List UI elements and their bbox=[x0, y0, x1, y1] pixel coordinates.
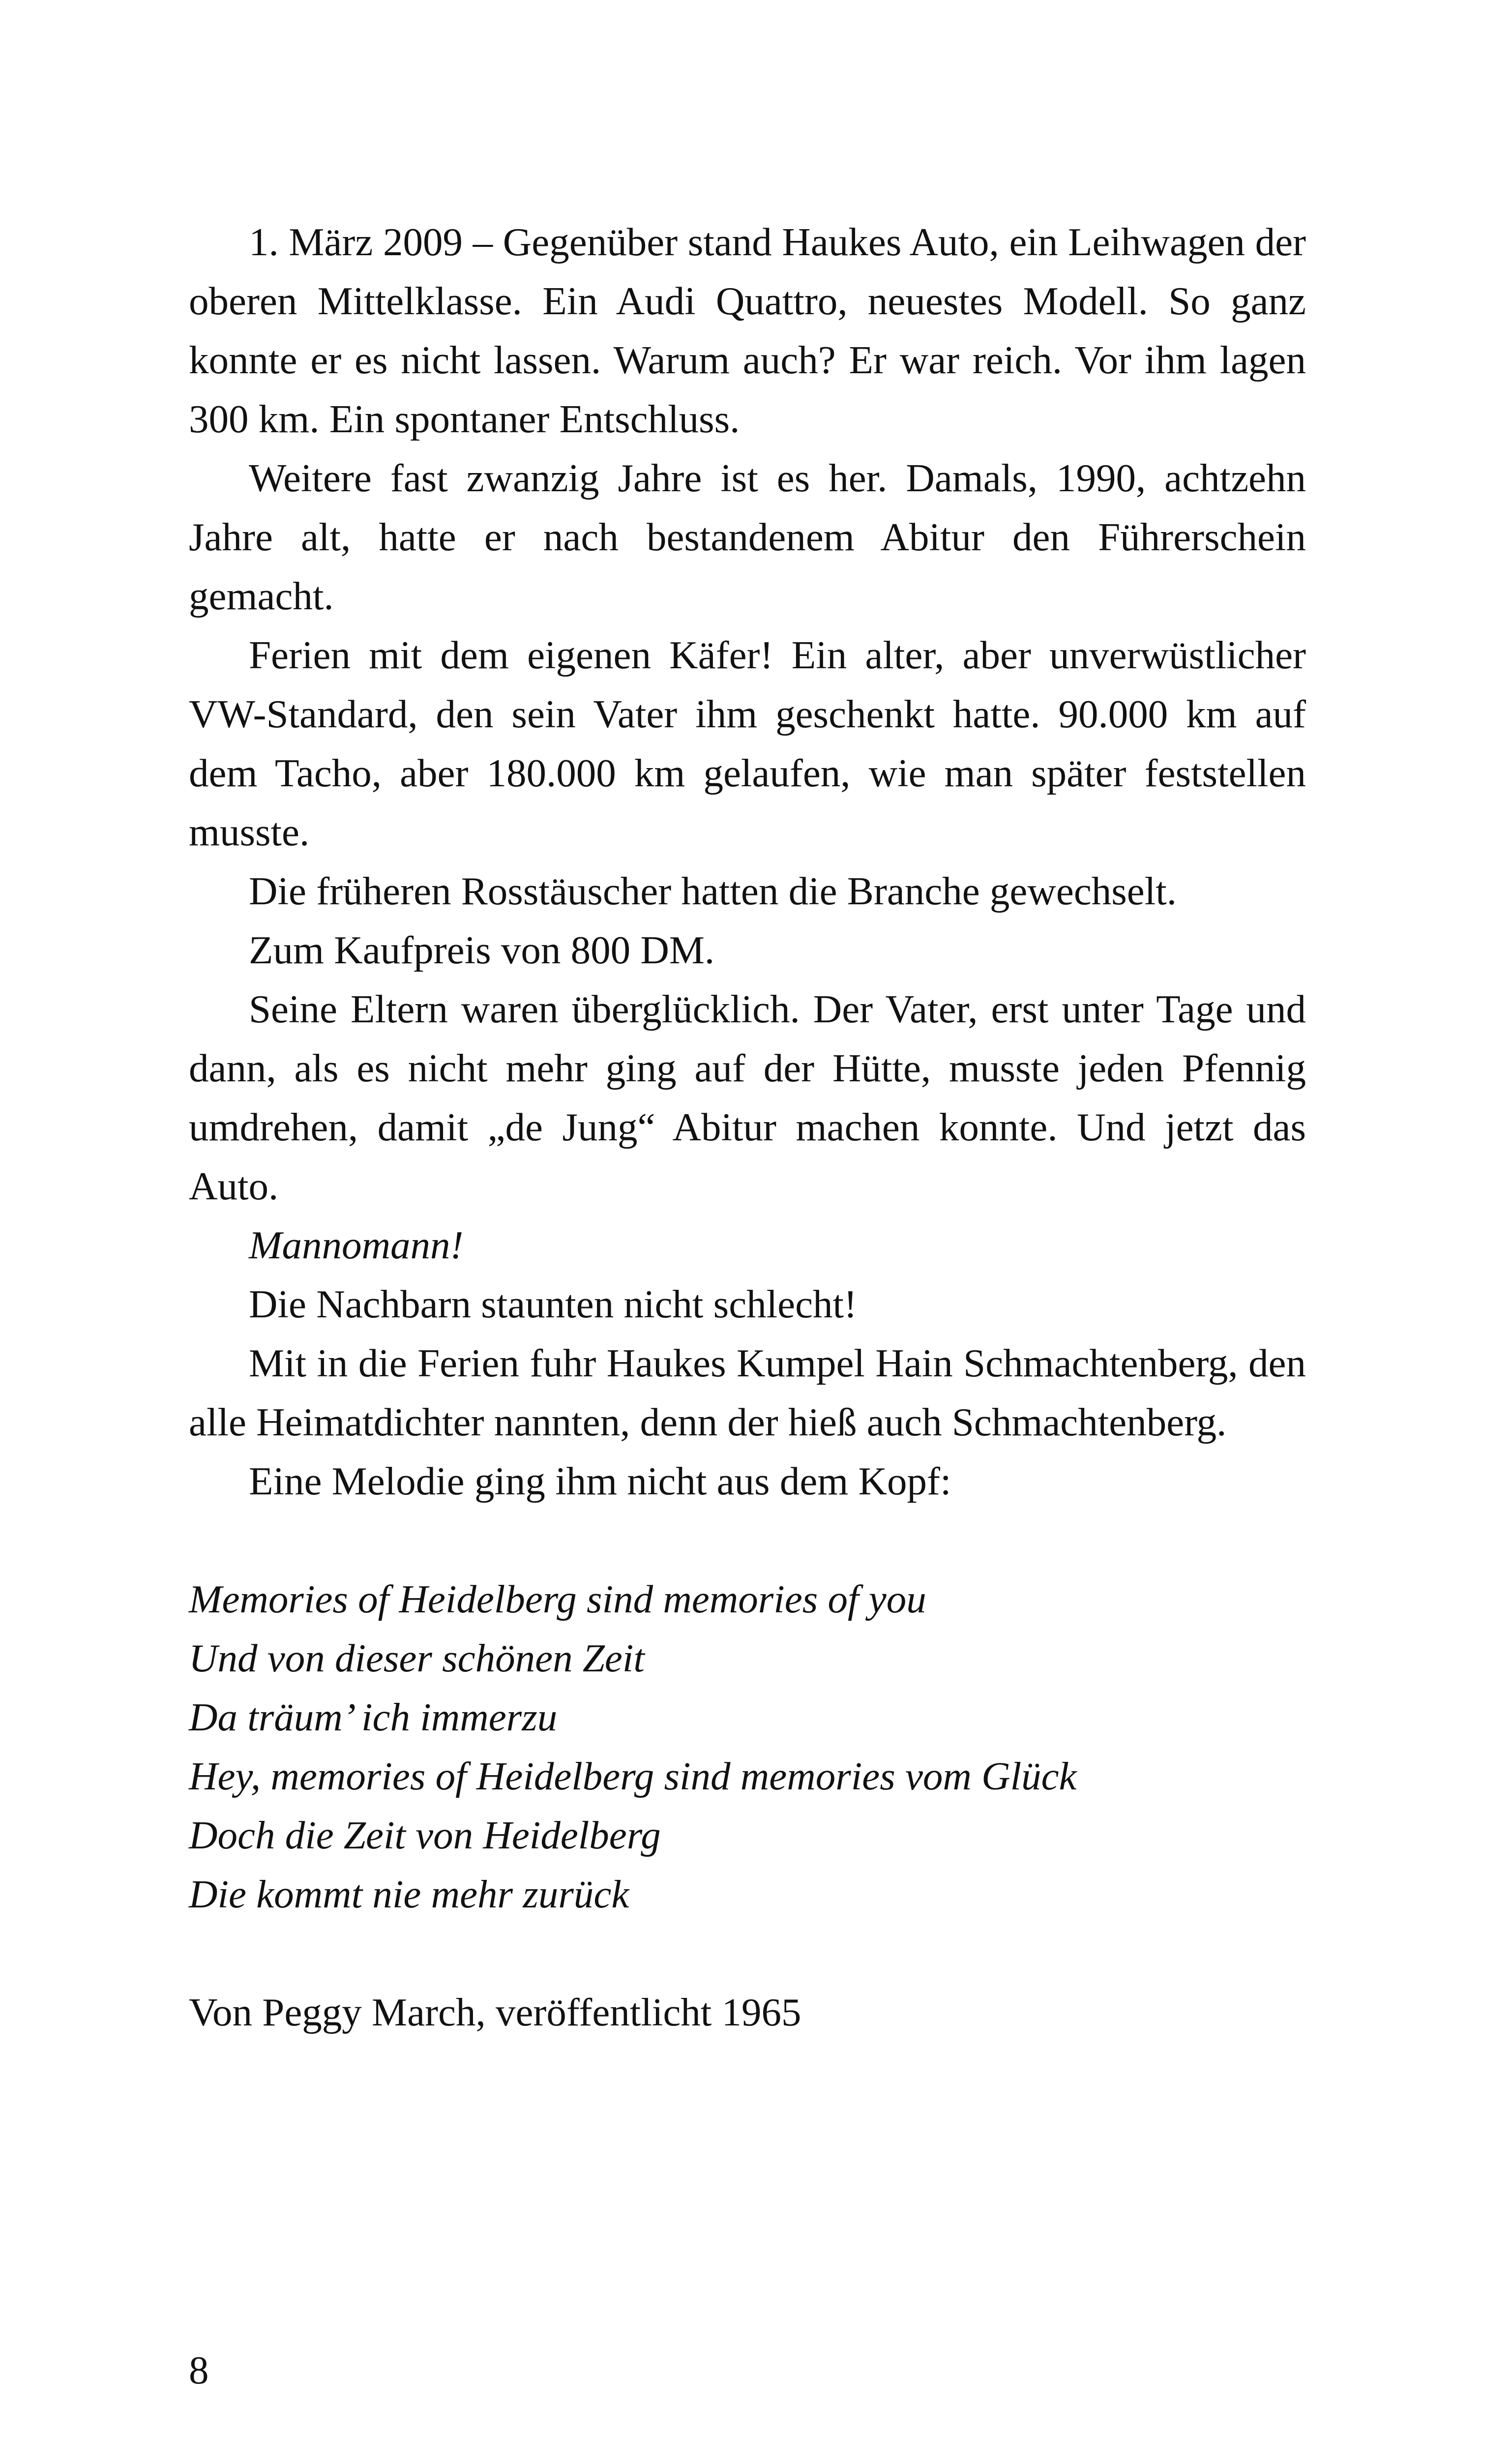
paragraph: Die Nachbarn staunten nicht schlecht! bbox=[249, 1282, 858, 1326]
paragraph: Die früheren Rosstäuscher hatten die Branche gewechselt. bbox=[249, 869, 1177, 913]
lyric-line: Und von dieser schönen Zeit bbox=[189, 1636, 645, 1680]
lyric-line: Hey, memories of Heidelberg sind memories vom Glück bbox=[189, 1754, 1077, 1798]
paragraph: Ferien mit dem eigenen Käfer! Ein alter, aber unverwüstlicher VW-Standard, den sein Vater ihm geschenkt hatte. 90.000 km auf dem Tacho, aber 180.000 km gelaufen, wie man später feststellen musste. bbox=[189, 633, 1306, 854]
paragraph: Mit in die Ferien fuhr Haukes Kumpel Hain Schmachtenberg, den alle Heimatdichter nannten, denn der hieß auch Schmachtenberg. bbox=[189, 1341, 1306, 1444]
song-lyrics bbox=[189, 1570, 1306, 1924]
lyric-line: Die kommt nie mehr zurück bbox=[189, 1872, 629, 1916]
page-number: 8 bbox=[189, 2348, 209, 2392]
paragraph: 1. März 2009 – Gegenüber stand Haukes Auto, ein Leihwagen der oberen Mittelklasse. Ein Audi Quattro, neuestes Modell. So ganz konnte er es nicht lassen. Warum auch? Er war reich. Vor ihm lagen 300 km. Ein spontaner Entschluss. bbox=[189, 220, 1306, 441]
lyric-line: Da träum’ ich immerzu bbox=[189, 1695, 558, 1739]
paragraph: Seine Eltern waren überglücklich. Der Vater, erst unter Tage und dann, als es nicht mehr ging auf der Hütte, musste jeden Pfennig umdrehen, damit „de Jung“ Abitur machen konnte. Und jetzt das Auto. bbox=[189, 987, 1306, 1208]
lyric-line: Memories of Heidelberg sind memories of you bbox=[189, 1577, 926, 1621]
paragraph-exclamation: Mannomann! bbox=[249, 1223, 464, 1267]
song-attribution: Von Peggy March, veröffentlicht 1965 bbox=[189, 1990, 801, 2034]
lyric-line: Doch die Zeit von Heidelberg bbox=[189, 1813, 661, 1857]
paragraph: Zum Kaufpreis von 800 DM. bbox=[249, 928, 715, 972]
paragraph: Weitere fast zwanzig Jahre ist es her. Damals, 1990, achtzehn Jahre alt, hatte er nach bestandenem Abitur den Führerschein gemacht. bbox=[189, 456, 1306, 618]
page-body bbox=[189, 212, 1306, 2042]
paragraph: Eine Melodie ging ihm nicht aus dem Kopf: bbox=[249, 1459, 951, 1503]
